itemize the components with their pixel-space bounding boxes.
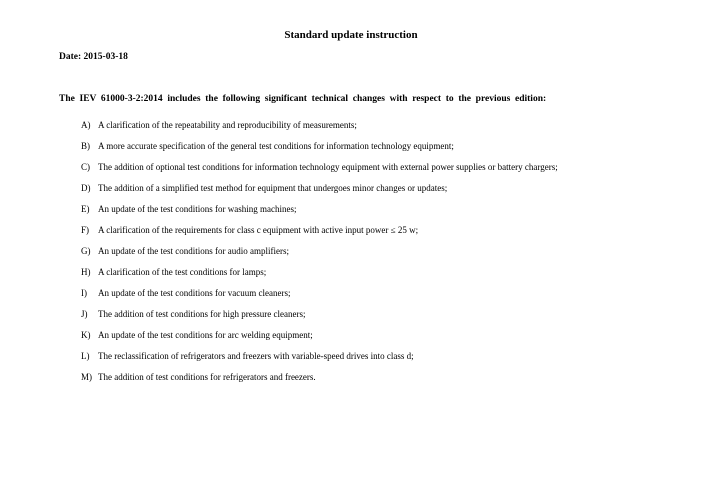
list-item-text: A more accurate specification of the general test conditions for information technology equipment; xyxy=(98,140,454,151)
list-item-marker: G) xyxy=(81,245,91,256)
list-item-marker: L) xyxy=(81,350,90,361)
list-item-text: An update of the test conditions for audio amplifiers; xyxy=(98,245,289,256)
list-item xyxy=(81,114,558,135)
list-item xyxy=(81,198,558,219)
list-item xyxy=(81,156,558,177)
list-item-marker: B) xyxy=(81,140,90,151)
list-item-marker: K) xyxy=(81,329,91,340)
list-item-marker: C) xyxy=(81,161,90,172)
list-item-text: The addition of test conditions for high pressure cleaners; xyxy=(98,308,306,319)
list-item xyxy=(81,282,558,303)
list-item xyxy=(81,240,558,261)
list-item-text: A clarification of the repeatability and reproducibility of measurements; xyxy=(98,119,357,130)
list-item xyxy=(81,345,558,366)
list-item xyxy=(81,324,558,345)
list-item-marker: E) xyxy=(81,203,90,214)
list-item xyxy=(81,303,558,324)
list-item-marker: I) xyxy=(81,287,87,298)
document-date: Date: 2015-03-18 xyxy=(59,52,128,62)
list-item-text: The reclassification of refrigerators and freezers with variable-speed drives into class d; xyxy=(98,350,414,361)
list-item xyxy=(81,177,558,198)
list-item-text: The addition of a simplified test method for equipment that undergoes minor changes or updates; xyxy=(98,182,448,193)
changes-list xyxy=(81,114,558,387)
list-item xyxy=(81,219,558,240)
list-item-marker: M) xyxy=(81,371,92,382)
document-intro: The IEV 61000-3-2:2014 includes the following significant technical changes with respect to the previous edition: xyxy=(59,94,547,104)
list-item-marker: F) xyxy=(81,224,90,235)
list-item-marker: J) xyxy=(81,308,88,319)
list-item xyxy=(81,261,558,282)
list-item-text: The addition of test conditions for refrigerators and freezers. xyxy=(98,371,316,382)
list-item-text: The addition of optional test conditions for information technology equipment with external power supplies or battery chargers; xyxy=(98,161,558,172)
document-title: Standard update instruction xyxy=(284,29,418,41)
list-item-text: An update of the test conditions for washing machines; xyxy=(98,203,297,214)
list-item-marker: H) xyxy=(81,266,91,277)
list-item xyxy=(81,135,558,156)
list-item-text: A clarification of the test conditions for lamps; xyxy=(98,266,267,277)
list-item-marker: A) xyxy=(81,119,91,130)
list-item-text: An update of the test conditions for arc welding equipment; xyxy=(98,329,313,340)
list-item-text: An update of the test conditions for vacuum cleaners; xyxy=(98,287,291,298)
list-item xyxy=(81,366,558,387)
list-item-text: A clarification of the requirements for class c equipment with active input power ≤ 25 w; xyxy=(98,224,419,235)
list-item-marker: D) xyxy=(81,182,91,193)
